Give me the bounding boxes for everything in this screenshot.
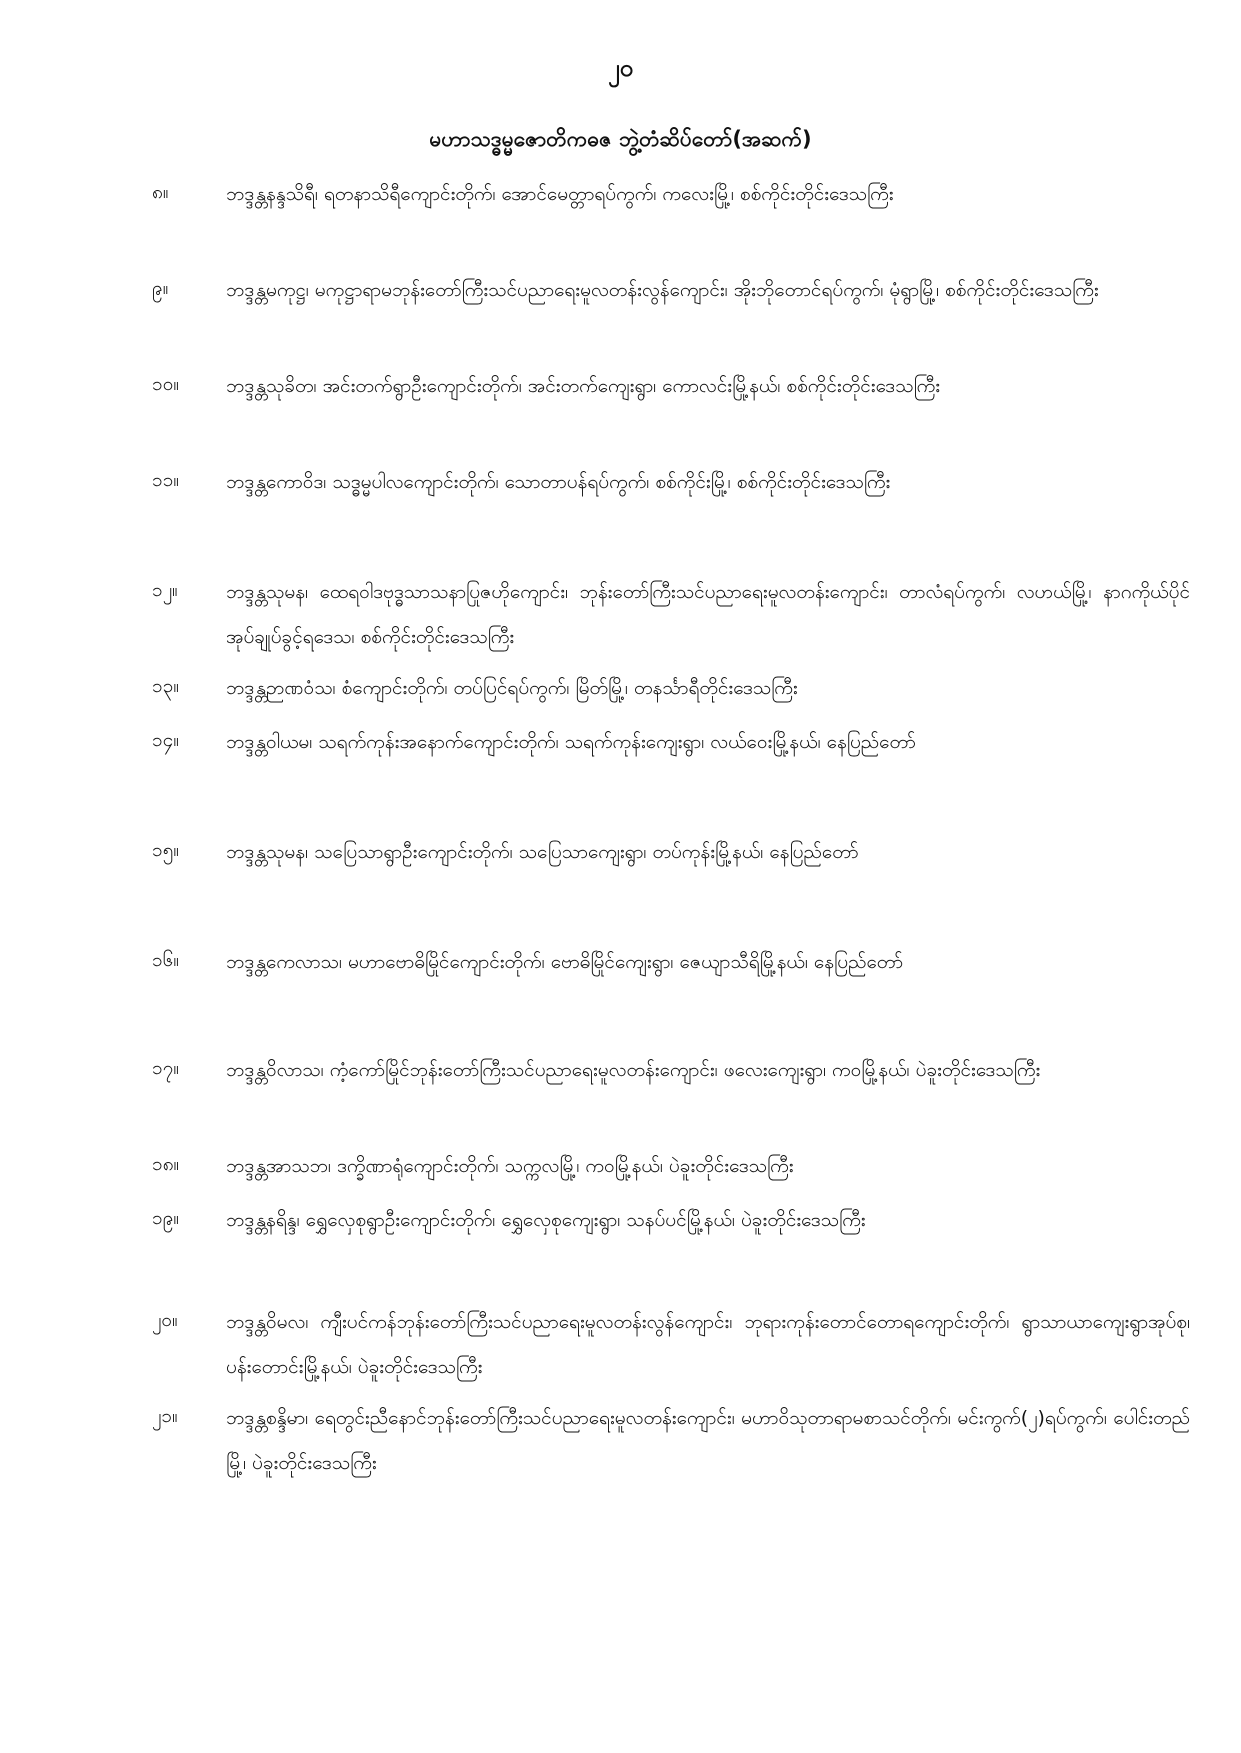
item-number: ၁၈။ <box>152 1153 180 1175</box>
item-text: ဘဒ္ဒန္တဝိမလ၊ ကျီးပင်ကန်ဘုန်းတော်ကြီးသင်ပညာရေးမူလတန်းလွန်ကျောင်း၊ ဘုရားကုန်းတောင်တောရကျောင်းတိုက်၊ ရွာသာယာကျေးရွာအုပ်စု၊ ပန်းတောင်းမြို့နယ်၊ ပဲခူးတိုင်းဒေသကြီး <box>226 1311 1190 1378</box>
item-text: ဘဒ္ဒန္တအာသဘ၊ ဒက္ခိဏာရုံကျောင်းတိုက်၊ သက္ကလမြို့၊ ကဝမြို့နယ်၊ ပဲခူးတိုင်းဒေသကြီး <box>226 1155 794 1177</box>
item-number: ၂၁။ <box>152 1405 178 1427</box>
item-text: ဘဒ္ဒန္တစန္ဒိမာ၊ ရေတွင်းညီနောင်ဘုန်းတော်ကြီးသင်ပညာရေးမူလတန်းကျောင်း၊ မဟာဝိသုတာရာမစာသင်တိုက်၊ မင်းကွက်(၂)ရပ်ကွက်၊ ပေါင်းတည်မြို့၊ ပဲခူးတိုင်းဒေသကြီး <box>226 1407 1190 1474</box>
item-number: ၁၃။ <box>152 675 180 697</box>
item-number: ၁၉။ <box>152 1207 180 1229</box>
item-text: ဘဒ္ဒန္တနန္ဒသိရီ၊ ရတနာသိရီကျောင်းတိုက်၊ အောင်မေတ္တာရပ်ကွက်၊ ကလေးမြို့၊ စစ်ကိုင်းတိုင်းဒေသကြီး <box>226 183 894 205</box>
item-text: ဘဒ္ဒန္တနရိန္ဒ၊ ရွှေလှေစုရွာဦးကျောင်းတိုက်၊ ရွှေလှေစုကျေးရွာ၊ သနပ်ပင်မြို့နယ်၊ ပဲခူးတိုင်းဒေသကြီး <box>226 1209 866 1231</box>
item-text: ဘဒ္ဒန္တသုမန၊ သပြေသာရွာဦးကျောင်းတိုက်၊ သပြေသာကျေးရွာ၊ တပ်ကုန်းမြို့နယ်၊ နေပြည်တော် <box>226 841 859 863</box>
item-number: ၁၇။ <box>152 1057 180 1079</box>
item-number: ၈။ <box>152 181 169 203</box>
item-text: ဘဒ္ဒန္တဉာဏဝံသ၊ စံကျောင်းတိုက်၊ တပ်ပြင်ရပ်ကွက်၊ မြိတ်မြို့၊ တနင်္သာရီတိုင်းဒေသကြီး <box>226 677 798 699</box>
item-number: ၁၅။ <box>152 839 180 861</box>
item-number: ၁၄။ <box>152 729 180 751</box>
item-text: ဘဒ္ဒန္တသုခိတ၊ အင်းတက်ရွာဦးကျောင်းတိုက်၊ အင်းတက်ကျေးရွာ၊ ကောလင်းမြို့နယ်၊ စစ်ကိုင်းတိုင်းဒေသကြီး <box>226 375 941 397</box>
item-text: ဘဒ္ဒန္တဝါယမ၊ သရက်ကုန်းအနောက်ကျောင်းတိုက်၊ သရက်ကုန်းကျေးရွာ၊ လယ်ဝေးမြို့နယ်၊ နေပြည်တော် <box>226 731 916 753</box>
item-number: ၉။ <box>152 277 169 299</box>
item-text: ဘဒ္ဒန္တသုမန၊ ထေရဝါဒဗုဒ္ဓသာသနာပြုဇဟိုကျောင်း၊ ဘုန်းတော်ကြီးသင်ပညာရေးမူလတန်းကျောင်း၊ တာလံရပ်ကွက်၊ လဟယ်မြို့၊ နာဂကိုယ်ပိုင်အုပ်ချုပ်ခွင့်ရဒေသ၊ စစ်ကိုင်းတိုင်းဒေသကြီး <box>226 581 1190 648</box>
item-text: ဘဒ္ဒန္တမကုဋ္ဌ၊ မကုဋ္ဌာရာမဘုန်းတော်ကြီးသင်ပညာရေးမူလတန်းလွန်ကျောင်း၊ အိုးဘိုတောင်ရပ်ကွက်၊ မုံရွာမြို့၊ စစ်ကိုင်းတိုင်းဒေသကြီး <box>226 279 1099 301</box>
section-heading: မဟာသဒ္ဓမ္မဇောတိကဓဇ ဘွဲ့တံဆိပ်တော်(အဆက်) <box>429 127 812 151</box>
item-text: ဘဒ္ဒန္တဝိလာသ၊ ကံ့ကော်မြိုင်ဘုန်းတော်ကြီးသင်ပညာရေးမူလတန်းကျောင်း၊ ဖလေးကျေးရွာ၊ ကဝမြို့နယ်၊ ပဲခူးတိုင်းဒေသကြီး <box>226 1059 1041 1081</box>
item-text: ဘဒ္ဒန္တကေလာသ၊ မဟာဗောဓိမြိုင်ကျောင်းတိုက်၊ ဗောဓိမြိုင်ကျေးရွာ၊ ဇေယျာသီရိမြို့နယ်၊ နေပြည်တော် <box>226 951 904 973</box>
item-number: ၁၆။ <box>152 949 180 971</box>
item-number: ၁၁။ <box>152 469 180 491</box>
item-number: ၁၀။ <box>152 373 180 395</box>
page-number: ၂၀ <box>607 54 634 82</box>
item-number: ၂၀။ <box>152 1309 178 1331</box>
item-number: ၁၂။ <box>152 579 178 601</box>
item-text: ဘဒ္ဒန္တကောဝိဒ၊ သဒ္ဓမ္မပါလကျောင်းတိုက်၊ သောတာပန်ရပ်ကွက်၊ စစ်ကိုင်းမြို့၊ စစ်ကိုင်းတိုင်းဒေသကြီး <box>226 471 891 493</box>
